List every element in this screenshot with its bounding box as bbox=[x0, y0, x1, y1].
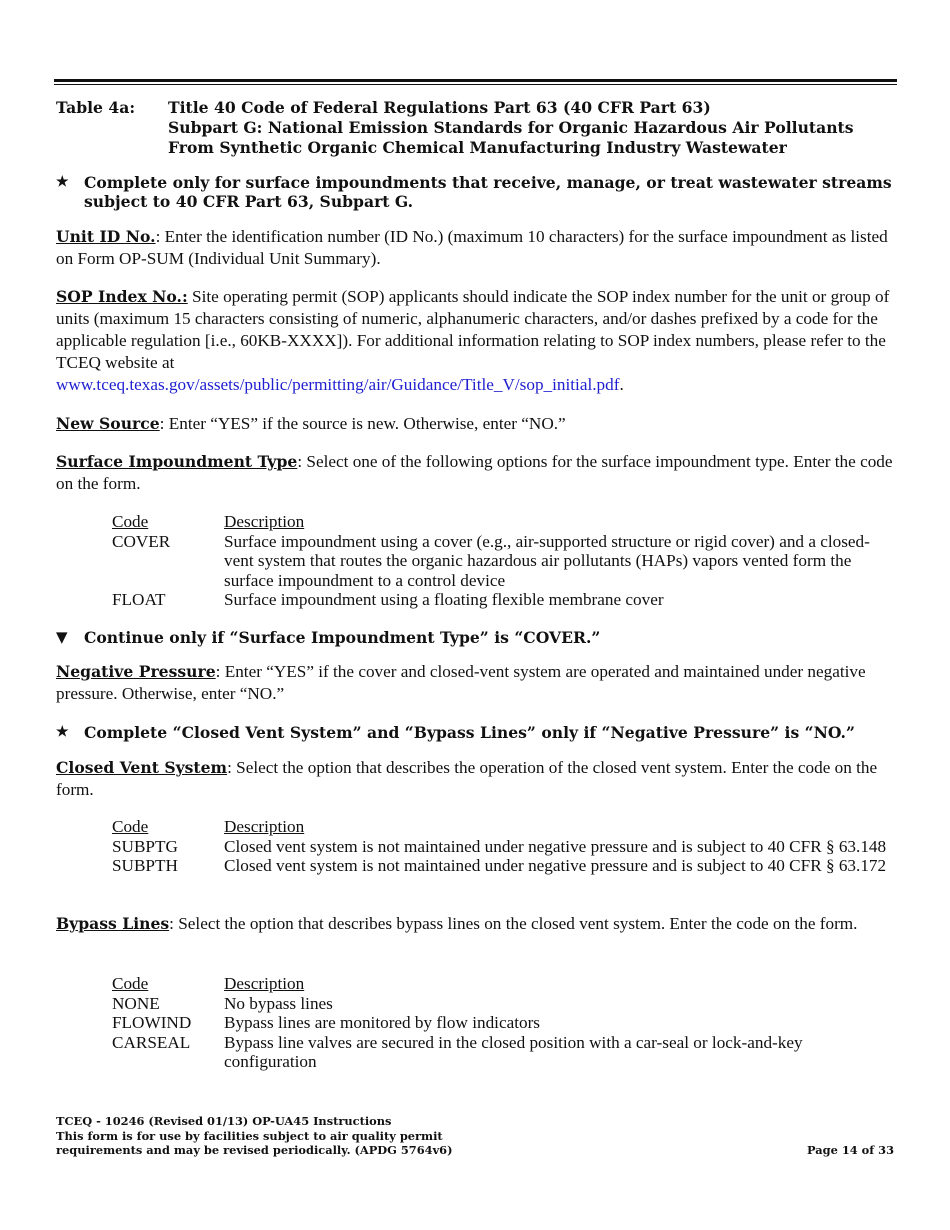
bypass-lines-paragraph bbox=[56, 913, 896, 935]
code-description: Bypass lines are monitored by flow indicators bbox=[224, 1013, 540, 1032]
bypass-lines-term: Bypass Lines bbox=[56, 914, 170, 933]
table-label: Table 4a: bbox=[56, 98, 136, 117]
footer-revision-note: requirements and may be revised periodically. (APDG 5764v6) bbox=[56, 1143, 453, 1157]
star-icon: ★ bbox=[56, 724, 69, 740]
bypass-lines-code-table bbox=[112, 974, 892, 1072]
code-row bbox=[112, 1013, 892, 1033]
code-header: Code bbox=[112, 512, 149, 531]
unit-id-term: Unit ID No. bbox=[56, 227, 156, 246]
unit-id-paragraph bbox=[56, 226, 896, 270]
closed-vent-paragraph bbox=[56, 757, 896, 801]
code-description: No bypass lines bbox=[224, 993, 333, 1013]
negative-pressure-paragraph bbox=[56, 661, 896, 705]
star-icon: ★ bbox=[56, 174, 69, 190]
impoundment-type-code-table bbox=[112, 512, 892, 610]
new-source-text: : Enter “YES” if the source is new. Otherwise, enter “NO.” bbox=[159, 414, 566, 433]
title-line-2: Subpart G: National Emission Standards for Organic Hazardous Air Pollutants bbox=[168, 118, 854, 137]
code-description: Bypass line valves are secured in the closed position with a car-seal or lock-and-key configuration bbox=[224, 1032, 803, 1071]
title-line-3: From Synthetic Organic Chemical Manufacturing Industry Wastewater bbox=[168, 138, 787, 157]
closed-vent-term: Closed Vent System bbox=[56, 758, 228, 777]
new-source-paragraph bbox=[56, 413, 896, 435]
note-continue-only-text: Continue only if “Surface Impoundment Type” is “COVER.” bbox=[84, 628, 601, 647]
code-description: Surface impoundment using a cover (e.g., air-supported structure or rigid cover) and a closed-vent system that routes the organic hazardous air pollutants (HAPs) vapors vented form the surface impoundment to a control device bbox=[224, 531, 870, 590]
description-header: Description bbox=[224, 817, 305, 836]
code-description: Closed vent system is not maintained under negative pressure and is subject to 40 CFR § 63.172 bbox=[224, 856, 887, 875]
code-value: NONE bbox=[112, 993, 160, 1013]
impoundment-type-text: : Select one of the following options for the surface impoundment type. Enter the code on the form. bbox=[56, 452, 893, 493]
footer-form-id: TCEQ - 10246 (Revised 01/13) OP-UA45 Instructions bbox=[56, 1114, 392, 1128]
code-value: CARSEAL bbox=[112, 1032, 191, 1052]
code-row bbox=[112, 1033, 892, 1072]
triangle-down-icon: ▼ bbox=[56, 628, 68, 646]
sop-index-end: . bbox=[619, 375, 624, 394]
code-header: Code bbox=[112, 817, 149, 836]
impoundment-type-term: Surface Impoundment Type bbox=[56, 452, 298, 471]
bypass-lines-text: : Select the option that describes bypass lines on the closed vent system. Enter the code on the form. bbox=[169, 914, 858, 933]
sop-index-text: Site operating permit (SOP) applicants should indicate the SOP index number for the unit or group of units (maximum 15 characters consisting of numeric, alphanumeric characters, and/or dashes prefixed by a code for the applicable regulation [i.e., 60KB-XXXX]). For additional information relating to SOP index numbers, please refer to the TCEQ website at bbox=[56, 287, 890, 372]
description-header: Description bbox=[224, 974, 305, 993]
code-row bbox=[112, 994, 892, 1014]
note-complete-only-text: Complete only for surface impoundments that receive, manage, or treat wastewater streams subject to 40 CFR Part 63, Subpart G. bbox=[84, 173, 892, 211]
page-number: Page 14 of 33 bbox=[807, 1143, 894, 1157]
new-source-term: New Source bbox=[56, 414, 160, 433]
negative-pressure-text: : Enter “YES” if the cover and closed-vent system are operated and maintained under negative pressure. Otherwise, enter “NO.” bbox=[56, 662, 866, 703]
code-description: Closed vent system is not maintained under negative pressure and is subject to 40 CFR § 63.148 bbox=[224, 836, 887, 856]
code-row bbox=[112, 856, 892, 876]
sop-index-term: SOP Index No.: bbox=[56, 287, 188, 306]
note-closed-vent-text: Complete “Closed Vent System” and “Bypass Lines” only if “Negative Pressure” is “NO.” bbox=[84, 723, 855, 742]
sop-index-paragraph bbox=[56, 286, 896, 396]
code-value: FLOAT bbox=[112, 590, 166, 609]
description-header: Description bbox=[224, 512, 305, 531]
code-value: SUBPTH bbox=[112, 856, 178, 875]
code-value: SUBPTG bbox=[112, 836, 178, 856]
closed-vent-text: : Select the option that describes the operation of the closed vent system. Enter the code on the form. bbox=[56, 758, 878, 799]
top-rule-thin bbox=[54, 84, 897, 85]
code-row bbox=[112, 590, 892, 610]
title-line-1: Title 40 Code of Federal Regulations Part 63 (40 CFR Part 63) bbox=[168, 98, 711, 117]
code-value: FLOWIND bbox=[112, 1013, 192, 1032]
closed-vent-code-table bbox=[112, 817, 892, 876]
negative-pressure-term: Negative Pressure bbox=[56, 662, 216, 681]
code-header: Code bbox=[112, 974, 149, 993]
code-row bbox=[112, 837, 892, 857]
code-row bbox=[112, 532, 892, 591]
top-rule-thick bbox=[54, 79, 897, 82]
impoundment-type-paragraph bbox=[56, 451, 896, 495]
code-value: COVER bbox=[112, 531, 171, 551]
code-description: Surface impoundment using a floating flexible membrane cover bbox=[224, 590, 664, 609]
footer-usage-note: This form is for use by facilities subject to air quality permit bbox=[56, 1128, 443, 1143]
sop-guidance-link[interactable]: www.tceq.texas.gov/assets/public/permitting/air/Guidance/Title_V/sop_initial.pdf bbox=[56, 375, 620, 394]
unit-id-text: : Enter the identification number (ID No.) (maximum 10 characters) for the surface impoundment as listed on Form OP-SUM (Individual Unit Summary). bbox=[56, 227, 888, 268]
